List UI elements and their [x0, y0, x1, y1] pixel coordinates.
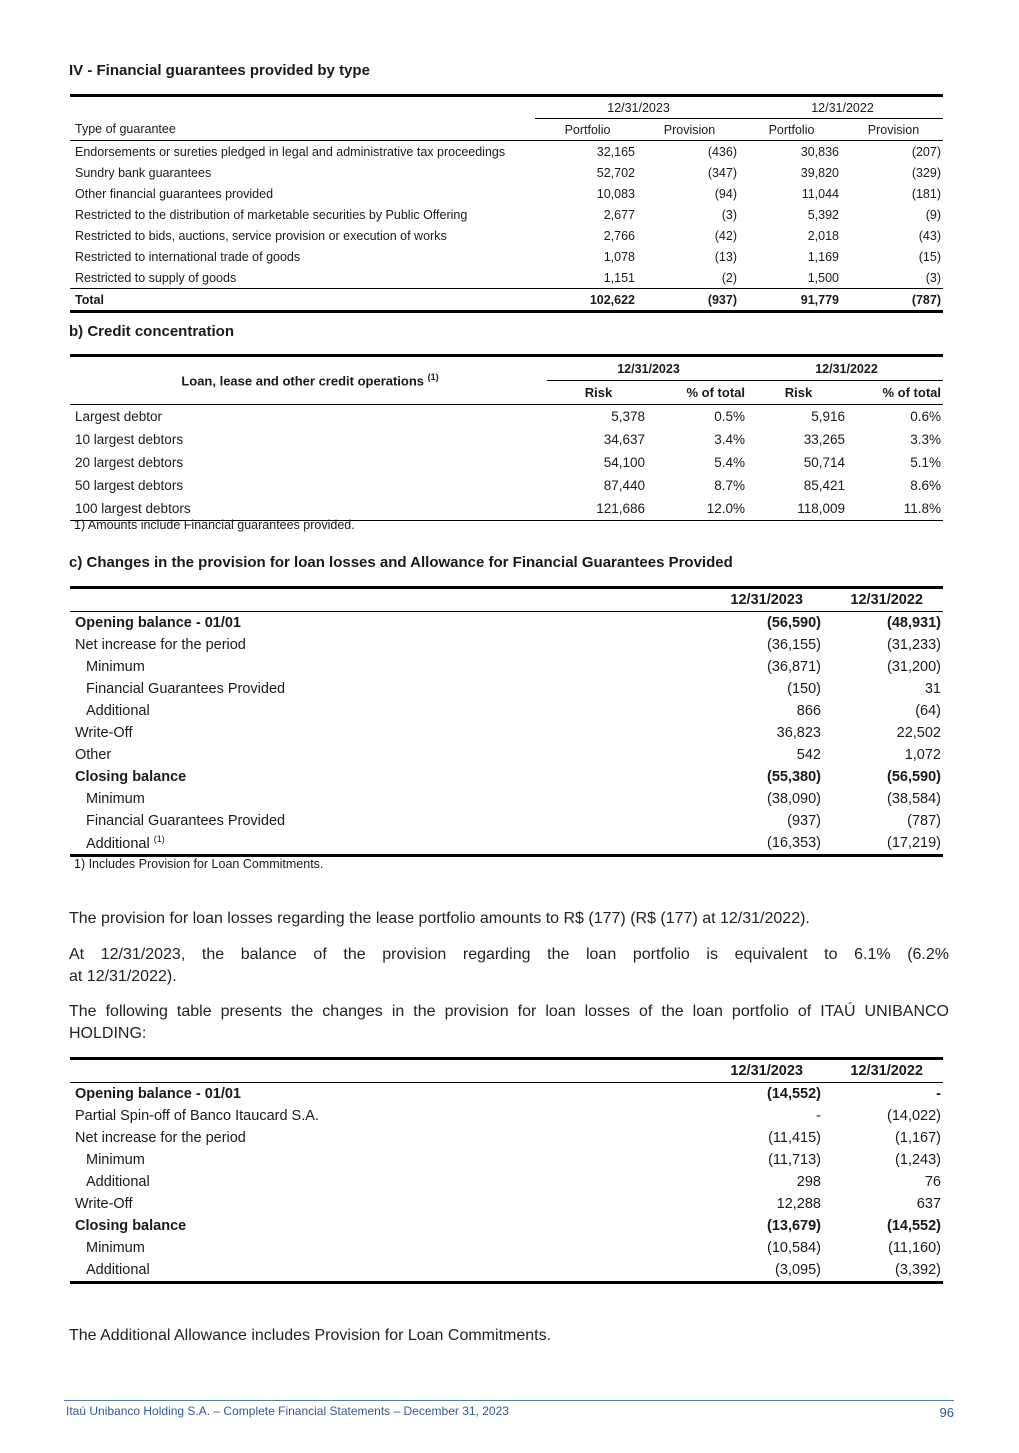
guarantee-type-label: Other financial guarantees provided — [75, 186, 274, 201]
provision-2022: (207) — [911, 144, 941, 159]
row-label: Minimum — [86, 659, 145, 675]
total-provision-2022: (787) — [841, 289, 943, 312]
guarantee-type-label: Restricted to bids, auctions, service provision or execution of works — [75, 228, 447, 243]
value-2022: (3,392) — [823, 1259, 943, 1283]
guarantee-type-label: Restricted to the distribution of marketable securities by Public Offering — [75, 207, 468, 222]
col-pct-2022: % of total — [847, 381, 943, 405]
portfolio-2022: 30,836 — [800, 144, 839, 159]
table-row — [70, 474, 943, 497]
pct-total-2022: 5.1% — [910, 455, 941, 470]
table-row — [70, 1105, 943, 1127]
value-2022: (48,931) — [886, 615, 941, 631]
row-label: Net increase for the period — [75, 1130, 246, 1146]
value-2023: (38,090) — [766, 791, 821, 807]
credit-concentration-table — [70, 354, 943, 521]
value-2023: (13,679) — [766, 1218, 821, 1234]
pct-total-2023: 8.7% — [714, 478, 745, 493]
total-portfolio-2023: 102,622 — [535, 289, 637, 312]
portfolio-2023: 1,078 — [603, 249, 635, 264]
total-label: Total — [70, 289, 535, 312]
row-label: Net increase for the period — [75, 637, 246, 653]
value-2023: (36,871) — [766, 659, 821, 675]
period-header-2022: 12/31/2022 — [739, 96, 943, 119]
row-label: Write-Off — [75, 1196, 133, 1212]
table-row — [70, 451, 943, 474]
table-row — [70, 766, 943, 788]
col-portfolio-2022: Portfolio — [739, 119, 841, 141]
guarantee-type-label: Restricted to supply of goods — [75, 270, 237, 285]
table-row — [70, 405, 943, 429]
provision-2022: (181) — [911, 186, 941, 201]
table-row — [70, 162, 943, 183]
value-2023: 36,823 — [776, 725, 821, 741]
guarantee-type-label: Restricted to international trade of goods — [75, 249, 301, 264]
value-2023: (150) — [787, 681, 821, 697]
value-2022: 1,072 — [904, 747, 941, 763]
portfolio-2023: 1,151 — [603, 270, 635, 285]
table-row — [70, 1083, 943, 1106]
value-2023: - — [816, 1108, 821, 1124]
guarantee-type-label: Endorsements or sureties pledged in legal and administrative tax proceedings — [75, 144, 506, 159]
table-row — [70, 267, 943, 289]
portfolio-2022: 1,169 — [807, 249, 839, 264]
additional-allowance-note: The Additional Allowance includes Provision for Loan Commitments. — [69, 1327, 552, 1344]
provision-2023: (2) — [721, 270, 737, 285]
debtor-group-label: 10 largest debtors — [75, 432, 184, 447]
footer-divider — [64, 1400, 954, 1401]
pct-total-2023: 12.0% — [647, 497, 747, 521]
table-total-row — [70, 289, 943, 312]
provision-ratio-line-1: At 12/31/2023, the balance of the provision regarding the loan portfolio is equivalent to 6.1% (6.2% — [69, 946, 949, 963]
row-label: Additional — [86, 1174, 150, 1190]
provision-2022: (15) — [918, 249, 941, 264]
table-row — [70, 700, 943, 722]
value-2022: (11,160) — [888, 1240, 941, 1256]
value-2023: 298 — [796, 1174, 821, 1190]
row-label-sup: (1) — [153, 834, 165, 845]
period-header-2023: 12/31/2023 — [547, 356, 747, 381]
table-row — [70, 722, 943, 744]
value-2022: (17,219) — [823, 832, 943, 856]
value-2023: (11,713) — [768, 1152, 821, 1168]
value-2022: 22,502 — [896, 725, 941, 741]
section-b-heading: b) Credit concentration — [69, 323, 235, 340]
risk-2022: 50,714 — [803, 455, 845, 470]
value-2022: (64) — [915, 703, 941, 719]
table-row — [70, 1171, 943, 1193]
loan-portfolio-provision-table — [70, 1057, 943, 1284]
value-2022: 31 — [924, 681, 941, 697]
value-2023: 12,288 — [776, 1196, 821, 1212]
value-2022: (31,233) — [886, 637, 941, 653]
table-row — [70, 678, 943, 700]
value-2023: (10,584) — [766, 1240, 821, 1256]
total-portfolio-2022: 91,779 — [739, 289, 841, 312]
row-label: Financial Guarantees Provided — [86, 681, 286, 697]
pct-total-2023: 5.4% — [714, 455, 745, 470]
table-row — [70, 141, 943, 163]
risk-2023: 54,100 — [603, 455, 645, 470]
provision-2022: (3) — [925, 270, 941, 285]
table-row — [70, 1193, 943, 1215]
col-pct-2023: % of total — [647, 381, 747, 405]
debtor-group-label: Largest debtor — [75, 409, 163, 424]
value-2023: (36,155) — [766, 637, 821, 653]
provision-ratio-line-2: at 12/31/2022). — [69, 968, 177, 985]
pct-total-2022: 3.3% — [910, 432, 941, 447]
row-label: Minimum — [86, 1152, 145, 1168]
pct-total-2022: 8.6% — [910, 478, 941, 493]
guarantees-by-type-table — [70, 94, 943, 313]
col-provision-2022: Provision — [841, 119, 943, 141]
risk-2022: 33,265 — [803, 432, 845, 447]
col-type-header: Type of guarantee — [70, 119, 535, 141]
row-label: Financial Guarantees Provided — [86, 813, 286, 829]
table-row — [70, 832, 943, 856]
table-intro-line-2: HOLDING: — [69, 1025, 147, 1042]
pct-total-2022: 0.6% — [910, 409, 941, 424]
provision-2023: (347) — [707, 165, 737, 180]
debtor-group-label: 50 largest debtors — [75, 478, 184, 493]
portfolio-2022: 1,500 — [807, 270, 839, 285]
provision-2022: (329) — [911, 165, 941, 180]
value-2022: 76 — [924, 1174, 941, 1190]
provision-2023: (3) — [721, 207, 737, 222]
risk-2023: 5,378 — [611, 409, 645, 424]
risk-2023: 34,637 — [603, 432, 645, 447]
value-2022: (14,022) — [886, 1108, 941, 1124]
table-row — [70, 1215, 943, 1237]
portfolio-2022: 11,044 — [801, 186, 839, 201]
value-2022: (787) — [907, 813, 941, 829]
provision-changes-footnote: 1) Includes Provision for Loan Commitments. — [74, 857, 324, 871]
footer-text: Itaú Unibanco Holding S.A. – Complete Financial Statements – December 31, 2023 — [66, 1404, 509, 1418]
provision-2023: (42) — [714, 228, 737, 243]
row-label: Partial Spin-off of Banco Itaucard S.A. — [75, 1108, 319, 1124]
row-label: Write-Off — [75, 725, 133, 741]
row-label: Minimum — [86, 791, 145, 807]
pct-total-2022: 11.8% — [847, 497, 943, 521]
pct-total-2023: 3.4% — [714, 432, 745, 447]
table-row — [70, 204, 943, 225]
period-header-2022: 12/31/2022 — [823, 1059, 943, 1083]
table-row — [70, 497, 943, 521]
value-2023: (56,590) — [766, 615, 821, 631]
risk-2022: 118,009 — [747, 497, 847, 521]
value-2022: (56,590) — [886, 769, 941, 785]
table-row — [70, 656, 943, 678]
row-label: Other — [75, 747, 112, 763]
portfolio-2023: 10,083 — [596, 186, 635, 201]
period-header-2023: 12/31/2023 — [703, 1059, 823, 1083]
table-row — [70, 1259, 943, 1283]
guarantee-type-label: Sundry bank guarantees — [75, 165, 212, 180]
debtor-group-label: 20 largest debtors — [75, 455, 184, 470]
value-2023: (55,380) — [766, 769, 821, 785]
table-row — [70, 634, 943, 656]
provision-2023: (94) — [714, 186, 737, 201]
period-header-2022: 12/31/2022 — [823, 588, 943, 612]
provision-2023: (436) — [707, 144, 737, 159]
col-provision-2023: Provision — [637, 119, 739, 141]
provision-2023: (13) — [714, 249, 737, 264]
row-label: Additional — [70, 1259, 703, 1283]
portfolio-2022: 39,820 — [800, 165, 839, 180]
row-label: Closing balance — [75, 1218, 187, 1234]
credit-ops-title-sup: (1) — [427, 372, 439, 383]
provision-2022: (9) — [925, 207, 941, 222]
row-label-text: Additional — [86, 835, 150, 852]
table-row — [70, 225, 943, 246]
value-2022: (14,552) — [886, 1218, 941, 1234]
credit-concentration-footnote: 1) Amounts include Financial guarantees provided. — [74, 518, 355, 532]
table-row — [70, 183, 943, 204]
pct-total-2023: 0.5% — [714, 409, 745, 424]
credit-ops-title — [70, 356, 547, 405]
portfolio-2022: 5,392 — [807, 207, 839, 222]
risk-2023: 121,686 — [547, 497, 647, 521]
risk-2023: 87,440 — [603, 478, 645, 493]
value-2023: 542 — [796, 747, 821, 763]
portfolio-2023: 2,766 — [603, 228, 635, 243]
page-number: 96 — [939, 1405, 954, 1420]
row-label: Opening balance - 01/01 — [75, 1086, 241, 1102]
value-2022: (1,167) — [895, 1130, 941, 1146]
period-header-2023: 12/31/2023 — [535, 96, 739, 119]
table-row — [70, 744, 943, 766]
value-2022: 637 — [916, 1196, 941, 1212]
value-2023: 866 — [796, 703, 821, 719]
table-row — [70, 1127, 943, 1149]
portfolio-2023: 52,702 — [596, 165, 635, 180]
table-row — [70, 428, 943, 451]
value-2023: (937) — [787, 813, 821, 829]
provision-2022: (43) — [918, 228, 941, 243]
col-risk-2022: Risk — [747, 381, 847, 405]
table-row — [70, 1237, 943, 1259]
section-iv-heading: IV - Financial guarantees provided by type — [69, 62, 370, 79]
row-label — [70, 832, 703, 856]
row-label: Opening balance - 01/01 — [75, 615, 241, 631]
debtor-group-label: 100 largest debtors — [70, 497, 547, 521]
value-2023: (3,095) — [703, 1259, 823, 1283]
portfolio-2023: 2,677 — [603, 207, 635, 222]
row-label: Additional — [86, 703, 150, 719]
risk-2022: 85,421 — [803, 478, 845, 493]
period-header-2023: 12/31/2023 — [703, 588, 823, 612]
value-2022: (1,243) — [895, 1152, 941, 1168]
risk-2022: 5,916 — [811, 409, 845, 424]
row-label: Minimum — [86, 1240, 145, 1256]
row-label: Closing balance — [75, 769, 187, 785]
value-2022: - — [936, 1086, 941, 1102]
value-2022: (31,200) — [886, 659, 941, 675]
table-row — [70, 246, 943, 267]
col-portfolio-2023: Portfolio — [535, 119, 637, 141]
col-risk-2023: Risk — [547, 381, 647, 405]
section-c-heading: c) Changes in the provision for loan losses and Allowance for Financial Guarantees Provided — [69, 554, 733, 571]
table-intro-line-1: The following table presents the changes in the provision for loan losses of the loan portfolio of ITAÚ UNIBANCO — [69, 1003, 949, 1020]
table-row — [70, 810, 943, 832]
period-header-2022: 12/31/2022 — [747, 356, 943, 381]
value-2022: (38,584) — [886, 791, 941, 807]
value-2023: (14,552) — [766, 1086, 821, 1102]
lease-provision-paragraph: The provision for loan losses regarding the lease portfolio amounts to R$ (177) (R$ (177) at 12/31/2022). — [69, 910, 810, 927]
portfolio-2022: 2,018 — [807, 228, 839, 243]
table-row — [70, 788, 943, 810]
table-row — [70, 612, 943, 635]
provision-changes-table — [70, 586, 943, 857]
portfolio-2023: 32,165 — [596, 144, 635, 159]
credit-ops-title-text: Loan, lease and other credit operations — [181, 373, 425, 389]
total-provision-2023: (937) — [637, 289, 739, 312]
table-row — [70, 1149, 943, 1171]
value-2023: (16,353) — [703, 832, 823, 856]
value-2023: (11,415) — [768, 1130, 821, 1146]
